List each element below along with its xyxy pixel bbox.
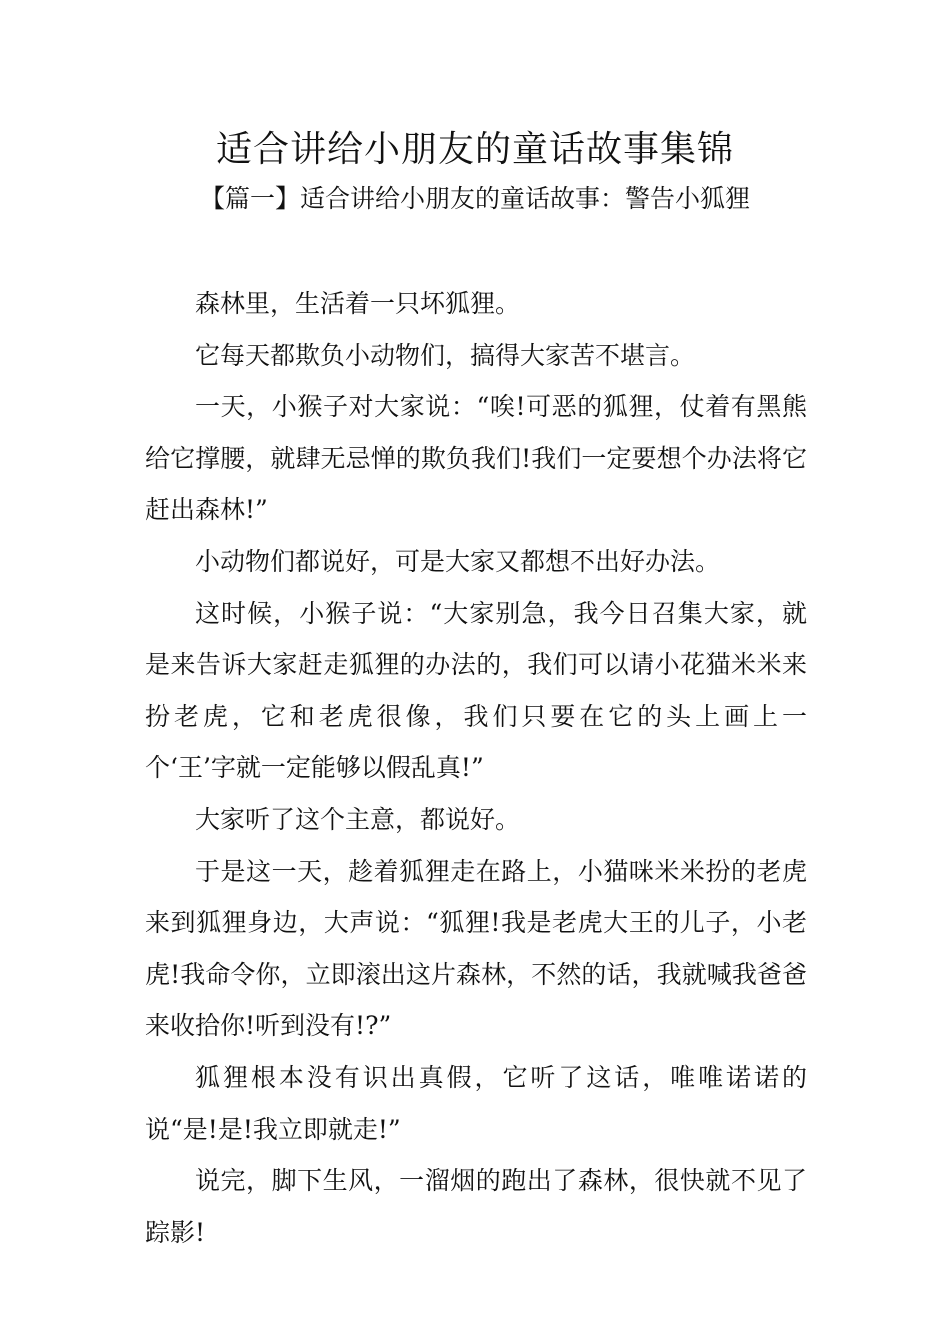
paragraph: 森林里，生活着一只坏狐狸。 bbox=[195, 289, 521, 318]
paragraph: 大家听了这个主意，都说好。 bbox=[195, 804, 521, 834]
paragraph: 一天，小猴子对大家说：“唉!可恶的狐狸，仗着有黑熊给它撑腰，就肆无忌惮的欺负我们!我们一定要想个办法将它赶出森林!” bbox=[145, 392, 807, 525]
paragraph: 它每天都欺负小动物们，搞得大家苦不堪言。 bbox=[195, 340, 696, 370]
paragraph: 于是这一天，趁着狐狸走在路上，小猫咪米米扮的老虎来到狐狸身边，大声说：“狐狸!我是老虎大王的儿子，小老虎!我命令你，立即滚出这片森林，不然的话，我就喊我爸爸来收拾你!听到没有!?” bbox=[145, 856, 807, 1041]
document-title: 适合讲给小朋友的童话故事集锦 bbox=[215, 129, 734, 170]
paragraph: 狐狸根本没有识出真假，它听了这话，唯唯诺诺的说“是!是!我立即就走!” bbox=[145, 1062, 807, 1144]
paragraph: 说完，脚下生风，一溜烟的跑出了森林，很快就不见了踪影! bbox=[145, 1166, 807, 1247]
paragraph: 小动物们都说好，可是大家又都想不出好办法。 bbox=[195, 546, 721, 576]
paragraph: 这时候，小猴子说：“大家别急，我今日召集大家，就是来告诉大家赶走狐狸的办法的，我们可以请小花猫米米来扮老虎，它和老虎很像，我们只要在它的头上画上一个‘王’字就一定能够以假乱真!” bbox=[145, 598, 807, 783]
document-subtitle: 【篇一】适合讲给小朋友的童话故事：警告小狐狸 bbox=[199, 184, 750, 213]
document-body bbox=[145, 278, 807, 1258]
